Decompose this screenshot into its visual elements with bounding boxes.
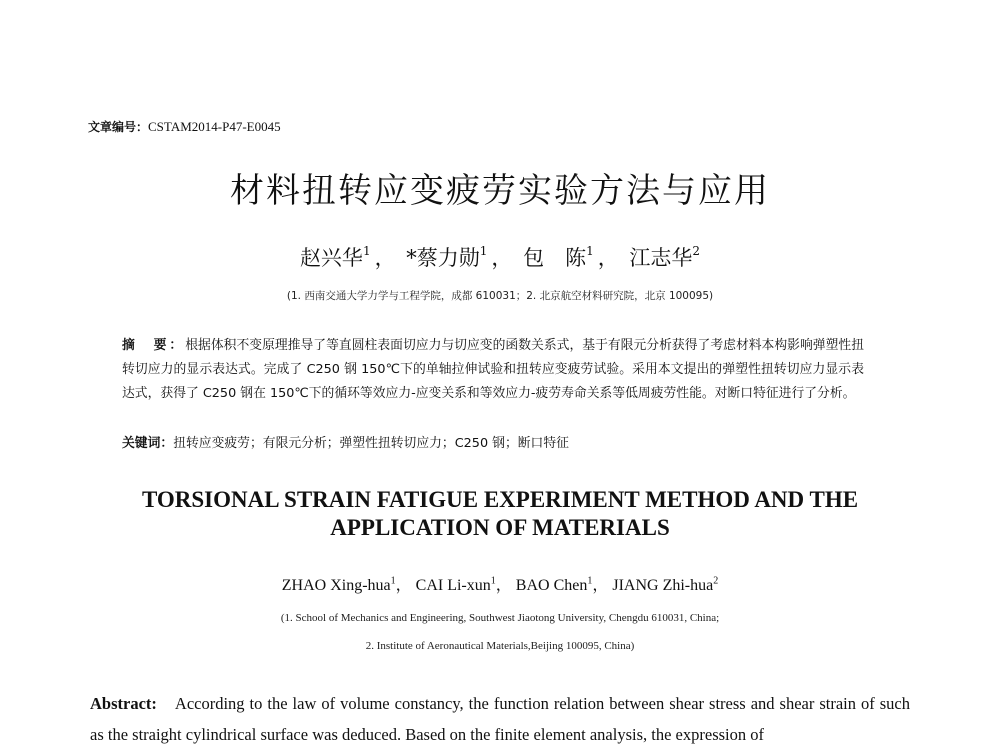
author-name: CAI Li-xun — [415, 577, 491, 594]
article-id — [88, 118, 281, 135]
author-name: *蔡力勋 — [406, 246, 480, 270]
author-name: ZHAO Xing-hua — [281, 577, 391, 594]
author-affil-mark: 1 — [390, 575, 396, 587]
chinese-keywords — [122, 432, 864, 456]
author-separator: ， — [374, 246, 396, 270]
english-title — [60, 486, 940, 542]
author-separator: ， — [395, 577, 412, 594]
author-name: 赵兴华 — [299, 246, 363, 270]
english-abstract-text: According to the law of volume constancy, the function relation between shear stress and shear strain of such as the straight cylindrical surface was deduced. Based on the finite element analysis, the expression of — [90, 694, 910, 744]
author-affil-mark: 2 — [713, 575, 719, 587]
article-id-code: CSTAM2014-P47-E0045 — [148, 119, 281, 134]
english-affiliation-line: 2. Institute of Aeronautical Materials,Beijing 100095, China) — [365, 640, 635, 652]
english-abstract — [90, 688, 910, 750]
author-affil-mark: 1 — [479, 244, 488, 258]
chinese-keywords-label: 关键词： — [122, 436, 174, 451]
author-affil-mark: 1 — [490, 575, 496, 587]
chinese-abstract — [122, 334, 864, 406]
chinese-affiliation: (1. 西南交通大学力学与工程学院，成都 610031；2. 北京航空材料研究院，北京 100095) — [286, 290, 714, 302]
chinese-keywords-text: 扭转应变疲劳；有限元分析；弹塑性扭转切应力；C250 钢；断口特征 — [173, 436, 569, 451]
author-separator: ， — [495, 577, 512, 594]
chinese-authors — [0, 242, 1000, 272]
author-affil-mark: 1 — [586, 244, 594, 258]
english-title-line: APPLICATION OF MATERIALS — [330, 515, 670, 540]
author-name: 包 陈 — [523, 246, 587, 270]
author-name: 江志华 — [629, 246, 693, 270]
chinese-abstract-label: 摘 要： — [122, 338, 186, 353]
english-authors — [0, 572, 1000, 595]
author-affil-mark: 1 — [587, 575, 593, 587]
author-separator: ， — [592, 577, 609, 594]
english-affiliation-line: (1. School of Mechanics and Engineering, Southwest Jiaotong University, Chengdu 610031, China; — [280, 612, 720, 624]
author-separator: ， — [597, 246, 619, 270]
chinese-abstract-text: 根据体积不变原理推导了等直圆柱表面切应力与切应变的函数关系式，基于有限元分析获得了考虑材料本构影响弹塑性扭转切应力的显示表达式。完成了 C250 钢 150℃下的单轴拉伸试验和扭转应变疲劳试验。采用本文提出的弹塑性扭转切应力显示表达式，获得了 C250 钢在 150℃下的循环等效应力-应变关系和等效应力-疲劳寿命关系等低周疲劳性能。对断口特征进行了分析。 — [122, 338, 865, 401]
author-name: JIANG Zhi-hua — [612, 577, 714, 594]
english-title-line: TORSIONAL STRAIN FATIGUE EXPERIMENT METHOD AND THE — [141, 487, 859, 512]
author-affil-mark: 1 — [362, 244, 371, 258]
chinese-title: 材料扭转应变疲劳实验方法与应用 — [230, 171, 770, 211]
article-id-label: 文章编号： — [88, 120, 149, 134]
english-abstract-label: Abstract: — [90, 694, 157, 713]
author-name: BAO Chen — [515, 577, 588, 594]
author-separator: ， — [491, 246, 513, 270]
author-affil-mark: 2 — [692, 244, 701, 258]
